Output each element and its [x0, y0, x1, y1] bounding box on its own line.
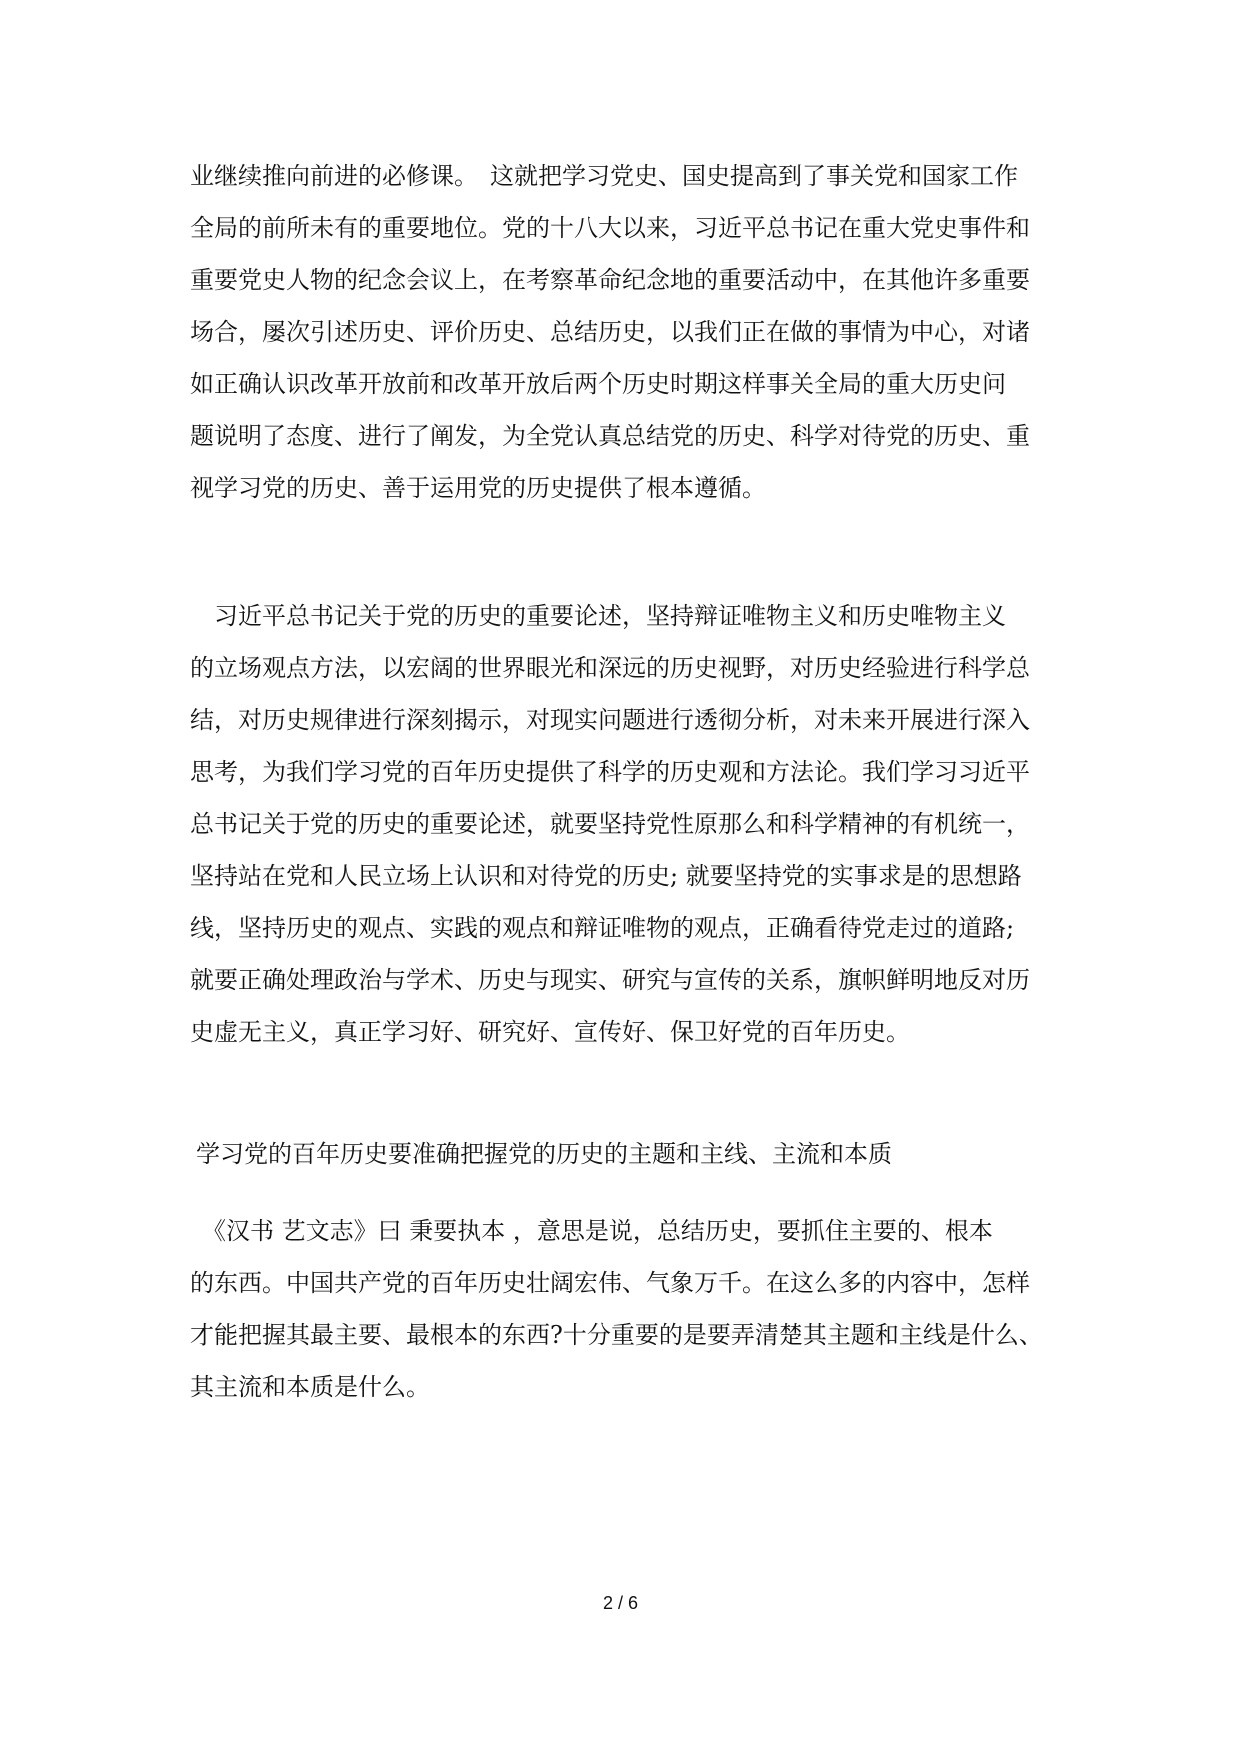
text-line: 就要正确处理政治与学术、历史与现实、研究与宣传的关系，旗帜鲜明地反对历 — [190, 966, 1030, 994]
paragraph-2 — [190, 590, 1060, 1058]
text-line: 坚持站在党和人民立场上认识和对待党的历史; 就要坚持党的实事求是的思想路 — [190, 862, 1022, 890]
text-line: 全局的前所未有的重要地位。党的十八大以来，习近平总书记在重大党史事件和 — [190, 214, 1030, 242]
text-line: 结，对历史规律进行深刻揭示，对现实问题进行透彻分析，对未来开展进行深入 — [190, 706, 1030, 734]
section-heading: 学习党的百年历史要准确把握党的历史的主题和主线、主流和本质 — [196, 1140, 892, 1168]
text-line: 的东西。中国共产党的百年历史壮阔宏伟、气象万千。在这么多的内容中，怎样 — [190, 1269, 1030, 1297]
text-line: 重要党史人物的纪念会议上，在考察革命纪念地的重要活动中，在其他许多重要 — [190, 266, 1030, 294]
text-line: 才能把握其最主要、最根本的东西?十分重要的是要弄清楚其主题和主线是什么、 — [190, 1321, 1043, 1349]
text-line: 思考，为我们学习党的百年历史提供了科学的历史观和方法论。我们学习习近平 — [190, 758, 1030, 786]
text-line: 如正确认识改革开放前和改革开放后两个历史时期这样事关全局的重大历史问 — [190, 370, 1006, 398]
text-line: 业继续推向前进的必修课。 这就把学习党史、国史提高到了事关党和国家工作 — [190, 162, 1018, 190]
paragraph-3 — [190, 1205, 1060, 1413]
text-line: 视学习党的历史、善于运用党的历史提供了根本遵循。 — [190, 474, 766, 502]
text-line: 题说明了态度、进行了阐发，为全党认真总结党的历史、科学对待党的历史、重 — [190, 422, 1030, 450]
text-line: 线，坚持历史的观点、实践的观点和辩证唯物的观点，正确看待党走过的道路; — [190, 914, 1015, 942]
page-number: 2 / 6 — [602, 1593, 639, 1613]
text-line: 其主流和本质是什么。 — [190, 1373, 430, 1401]
text-line: 总书记关于党的历史的重要论述，就要坚持党性原那么和科学精神的有机统一， — [190, 810, 1030, 838]
text-line: 史虚无主义，真正学习好、研究好、宣传好、保卫好党的百年历史。 — [190, 1018, 910, 1046]
text-line: 《汉书 艺文志》曰 秉要执本 ，意思是说，总结历史，要抓住主要的、根本 — [190, 1217, 993, 1245]
paragraph-1 — [190, 150, 1060, 514]
text-line: 的立场观点方法，以宏阔的世界眼光和深远的历史视野，对历史经验进行科学总 — [190, 654, 1030, 682]
text-line: 场合，屡次引述历史、评价历史、总结历史，以我们正在做的事情为中心，对诸 — [190, 318, 1030, 346]
text-line: 习近平总书记关于党的历史的重要论述，坚持辩证唯物主义和历史唯物主义 — [190, 602, 1006, 630]
